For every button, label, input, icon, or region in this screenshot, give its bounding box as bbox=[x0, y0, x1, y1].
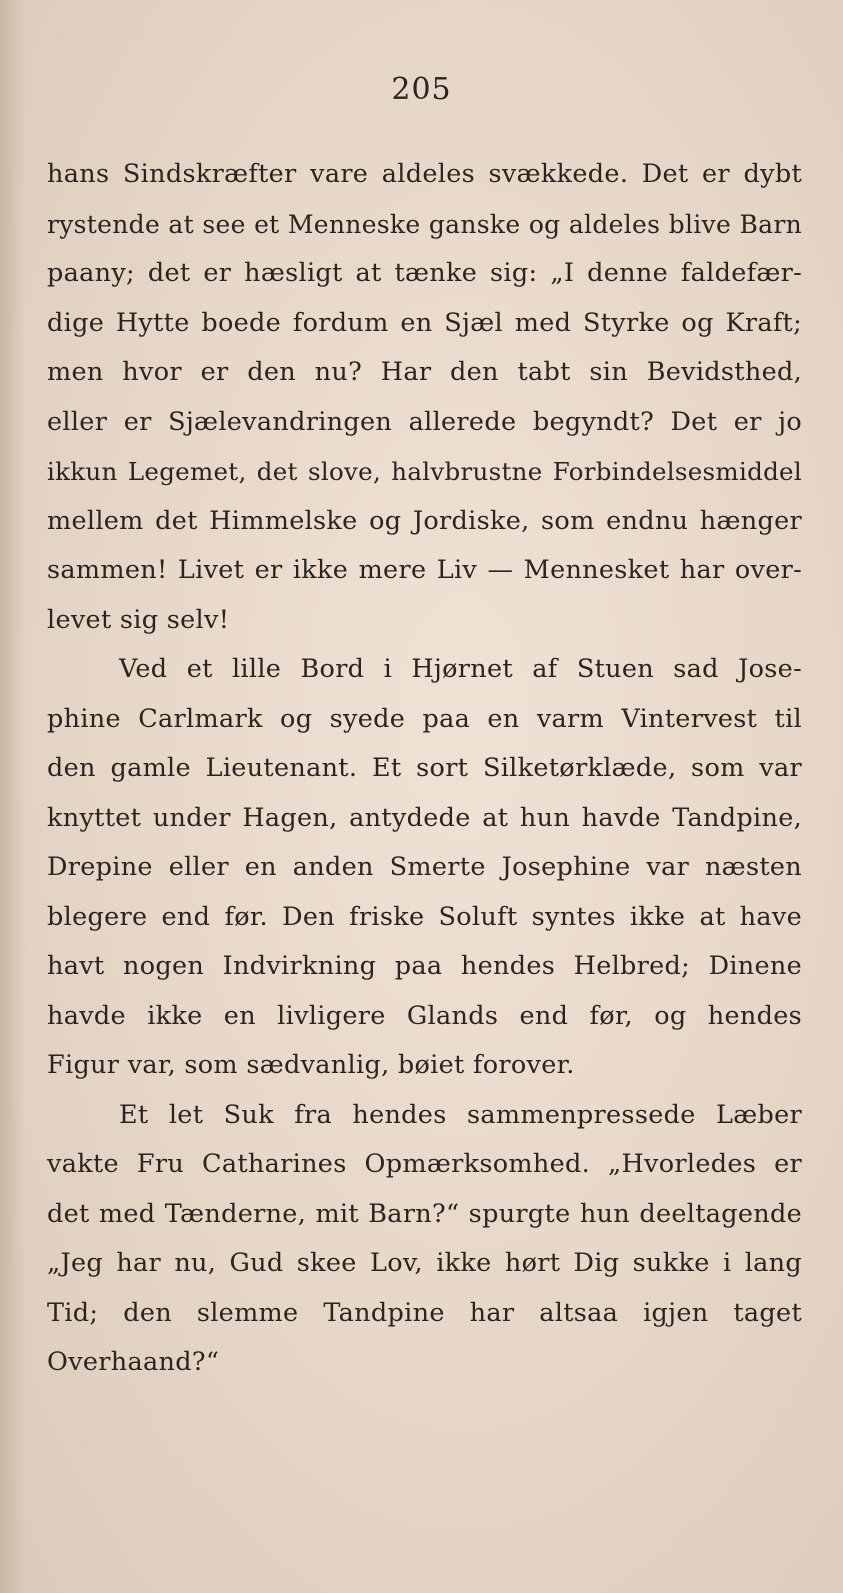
text-line: men hvor er den nu? Har den tabt sin Bevidsthed, bbox=[47, 357, 802, 387]
text-line: havt nogen Indvirkning paa hendes Helbred; Dinene bbox=[47, 951, 802, 981]
text-line: sammen! Livet er ikke mere Liv — Mennesket har over- bbox=[47, 555, 802, 585]
text-line: paany; det er hæsligt at tænke sig: „I denne faldefær- bbox=[47, 258, 802, 288]
page-number: 205 bbox=[391, 72, 452, 107]
text-line: blegere end før. Den friske Soluft syntes ikke at have bbox=[47, 901, 802, 932]
text-line: Ved et lille Bord i Hjørnet af Stuen sad Jose- bbox=[119, 654, 802, 684]
text-line: den gamle Lieutenant. Et sort Silketørklæde, som var bbox=[47, 753, 802, 783]
text-line: Overhaand?“ bbox=[47, 1347, 220, 1377]
text-line: dige Hytte boede fordum en Sjæl med Styrke og Kraft; bbox=[47, 307, 802, 338]
text-line: Et let Suk fra hendes sammenpressede Læber bbox=[119, 1099, 802, 1130]
text-line: det med Tænderne, mit Barn?“ spurgte hun deeltagende bbox=[47, 1198, 802, 1229]
body-text bbox=[47, 150, 802, 1388]
text-line: knyttet under Hagen, antydede at hun havde Tandpine, bbox=[47, 802, 802, 833]
text-line: hans Sindskræfter vare aldeles svækkede. Det er dybt bbox=[47, 159, 802, 189]
text-line: Figur var, som sædvanlig, bøiet forover. bbox=[47, 1050, 575, 1080]
text-line: havde ikke en livligere Glands end før, og hendes bbox=[47, 1000, 802, 1031]
text-line: levet sig selv! bbox=[47, 604, 230, 635]
text-line: vakte Fru Catharines Opmærksomhed. „Hvorledes er bbox=[47, 1149, 802, 1179]
text-line: Tid; den slemme Tandpine har altsaa igjen taget bbox=[47, 1297, 802, 1328]
text-line: „Jeg har nu, Gud skee Lov, ikke hørt Dig sukke i lang bbox=[47, 1248, 802, 1278]
text-line: ikkun Legemet, det slove, halvbrustne Forbindelsesmiddel bbox=[47, 457, 802, 486]
text-line: eller er Sjælevandringen allerede begyndt? Det er jo bbox=[47, 406, 802, 437]
text-line: mellem det Himmelske og Jordiske, som endnu hænger bbox=[47, 505, 802, 536]
text-line: rystende at see et Menneske ganske og aldeles blive Barn bbox=[47, 209, 802, 239]
text-line: phine Carlmark og syede paa en varm Vintervest til bbox=[47, 703, 802, 734]
text-line: Drepine eller en anden Smerte Josephine var næsten bbox=[47, 852, 802, 882]
gutter-shadow bbox=[0, 0, 26, 1593]
